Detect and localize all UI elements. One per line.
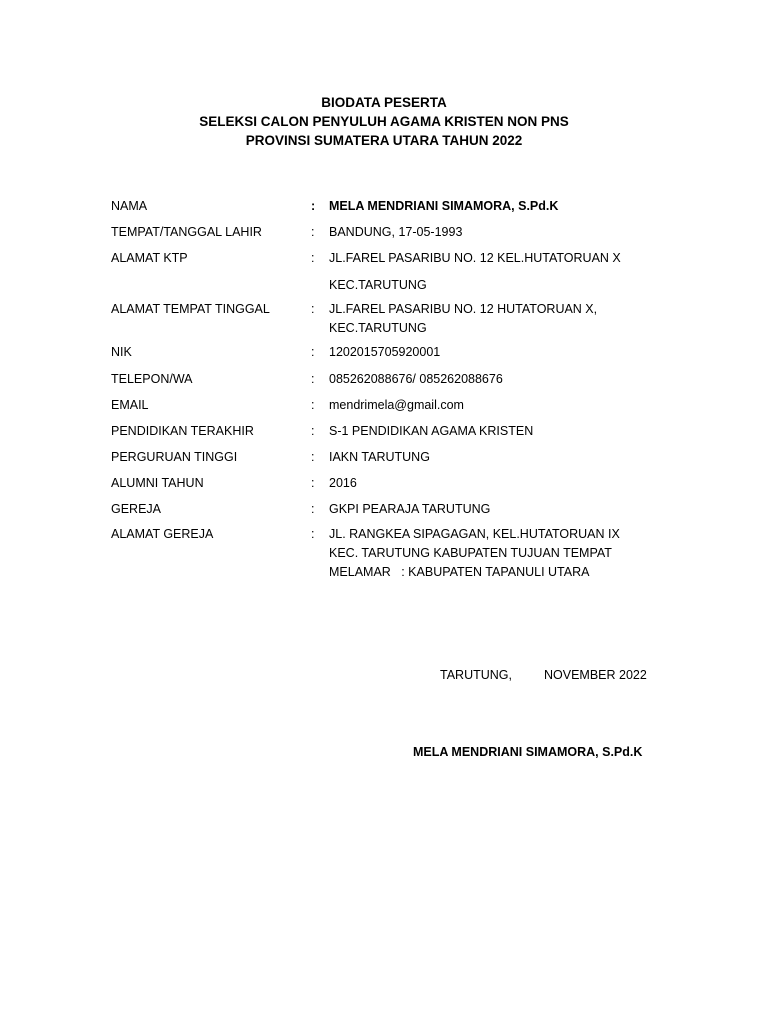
field-value-perguruan: IAKN TARUTUNG	[329, 450, 430, 464]
field-value-alamat-ktp	[329, 248, 669, 296]
field-value-gereja: GKPI PEARAJA TARUTUNG	[329, 502, 491, 516]
field-value-alamat-gereja	[329, 525, 669, 582]
field-separator: :	[311, 527, 315, 541]
field-value-nama: MELA MENDRIANI SIMAMORA, S.Pd.K	[329, 199, 559, 213]
alamat-ktp-line: JL.FAREL PASARIBU NO. 12 KEL.HUTATORUAN X	[329, 251, 621, 265]
alamat-gereja-line: KEC. TARUTUNG KABUPATEN TUJUAN TEMPAT	[329, 546, 612, 560]
field-value-ttl: BANDUNG, 17-05-1993	[329, 225, 463, 239]
field-separator: :	[311, 502, 315, 516]
field-label-nama: NAMA	[111, 199, 148, 213]
field-label-nik: NIK	[111, 345, 132, 359]
signature-name: MELA MENDRIANI SIMAMORA, S.Pd.K	[413, 745, 643, 759]
alamat-gereja-line: JL. RANGKEA SIPAGAGAN, KEL.HUTATORUAN IX	[329, 527, 620, 541]
field-separator: :	[311, 251, 315, 265]
field-separator: :	[311, 199, 316, 213]
alamat-tinggal-line: KEC.TARUTUNG	[329, 321, 427, 335]
alamat-gereja-line: MELAMAR : KABUPATEN TAPANULI UTARA	[329, 565, 590, 579]
field-label-alumni: ALUMNI TAHUN	[111, 476, 204, 490]
field-label-ttl: TEMPAT/TANGGAL LAHIR	[111, 225, 262, 239]
header-title: BIODATA PESERTA	[321, 95, 447, 110]
alamat-tinggal-line: JL.FAREL PASARIBU NO. 12 HUTATORUAN X,	[329, 302, 598, 316]
field-label-telepon: TELEPON/WA	[111, 372, 193, 386]
field-separator: :	[311, 302, 315, 316]
field-label-pendidikan: PENDIDIKAN TERAKHIR	[111, 424, 254, 438]
header-province-year: PROVINSI SUMATERA UTARA TAHUN 2022	[245, 133, 523, 148]
header-subtitle: SELEKSI CALON PENYULUH AGAMA KRISTEN NON PNS	[199, 114, 569, 129]
field-value-alamat-tinggal	[329, 300, 669, 338]
field-separator: :	[311, 398, 315, 412]
field-value-email: mendrimela@gmail.com	[329, 398, 464, 412]
signature-date: NOVEMBER 2022	[544, 668, 647, 682]
field-label-perguruan: PERGURUAN TINGGI	[111, 450, 238, 464]
signature-place: TARUTUNG,	[440, 668, 512, 682]
field-label-gereja: GEREJA	[111, 502, 162, 516]
field-separator: :	[311, 225, 315, 239]
field-label-alamat-ktp: ALAMAT KTP	[111, 251, 188, 265]
field-value-telepon: 085262088676/ 085262088676	[329, 372, 503, 386]
document-header	[0, 93, 768, 150]
field-label-email: EMAIL	[111, 398, 149, 412]
field-label-alamat-gereja: ALAMAT GEREJA	[111, 527, 214, 541]
field-separator: :	[311, 424, 315, 438]
field-value-pendidikan: S-1 PENDIDIKAN AGAMA KRISTEN	[329, 424, 534, 438]
field-value-nik: 1202015705920001	[329, 345, 441, 359]
field-separator: :	[311, 450, 315, 464]
alamat-ktp-line: KEC.TARUTUNG	[329, 277, 427, 292]
field-value-alumni: 2016	[329, 476, 357, 490]
field-separator: :	[311, 372, 315, 386]
field-separator: :	[311, 476, 315, 490]
field-separator: :	[311, 345, 315, 359]
field-label-alamat-tinggal: ALAMAT TEMPAT TINGGAL	[111, 302, 270, 316]
